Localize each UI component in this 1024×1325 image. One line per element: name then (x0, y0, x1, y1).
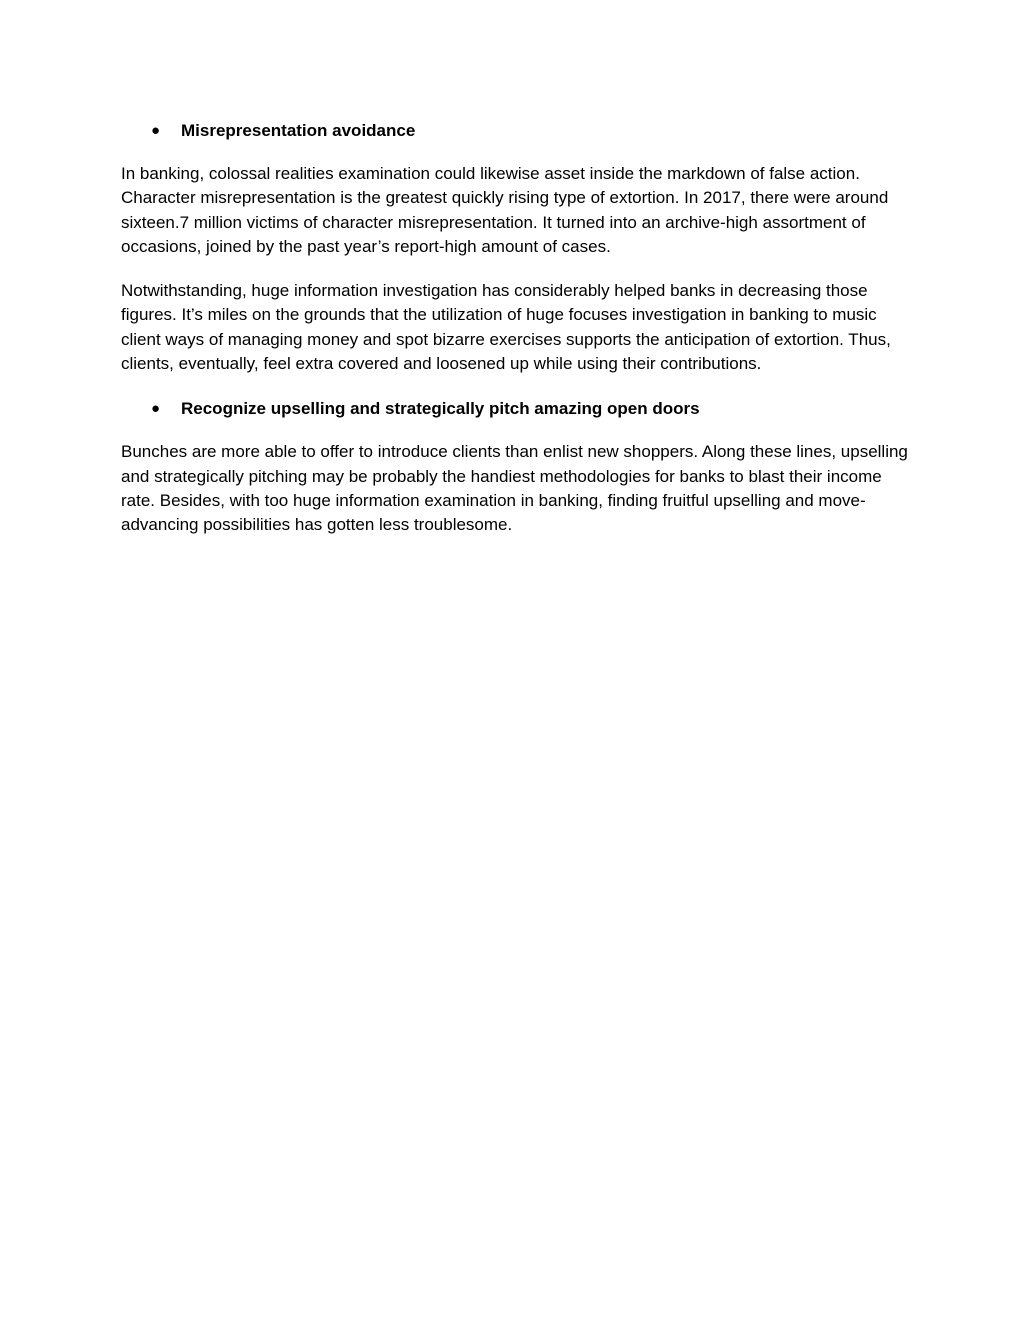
paragraph: In banking, colossal realities examination could likewise asset inside the markdown of false action. Character misrepresentation is the greatest quickly rising type of extortion. In 2017, there were around sixteen.7 million victims of character misrepresentation. It turned into an archive-high assortment of occasions, joined by the past year’s report-high amount of cases. (121, 164, 889, 256)
paragraph: Notwithstanding, huge information investigation has considerably helped banks in decreasing those figures. It’s miles on the grounds that the utilization of huge focuses investigation in banking to music client ways of managing money and spot bizarre exercises supports the anticipation of extortion. Thus, clients, eventually, feel extra covered and loosened up while using their contributions. (121, 281, 891, 374)
bullet-icon: ● (151, 122, 161, 139)
heading-text: Misrepresentation avoidance (181, 121, 416, 140)
bullet-icon: ● (151, 400, 161, 418)
heading-text: Recognize upselling and strategically pitch amazing open doors (181, 399, 700, 419)
document-body (121, 118, 911, 538)
section-heading-upselling (121, 396, 911, 424)
section-heading-misrepresentation (121, 118, 911, 146)
paragraph: Bunches are more able to offer to introduce clients than enlist new shoppers. Along these lines, upselling and strategically pitching may be probably the handiest methodologies for banks to blast their income rate. Besides, with too huge information examination in banking, finding fruitful upselling and move-advancing possibilities has gotten less troublesome. (121, 442, 908, 535)
